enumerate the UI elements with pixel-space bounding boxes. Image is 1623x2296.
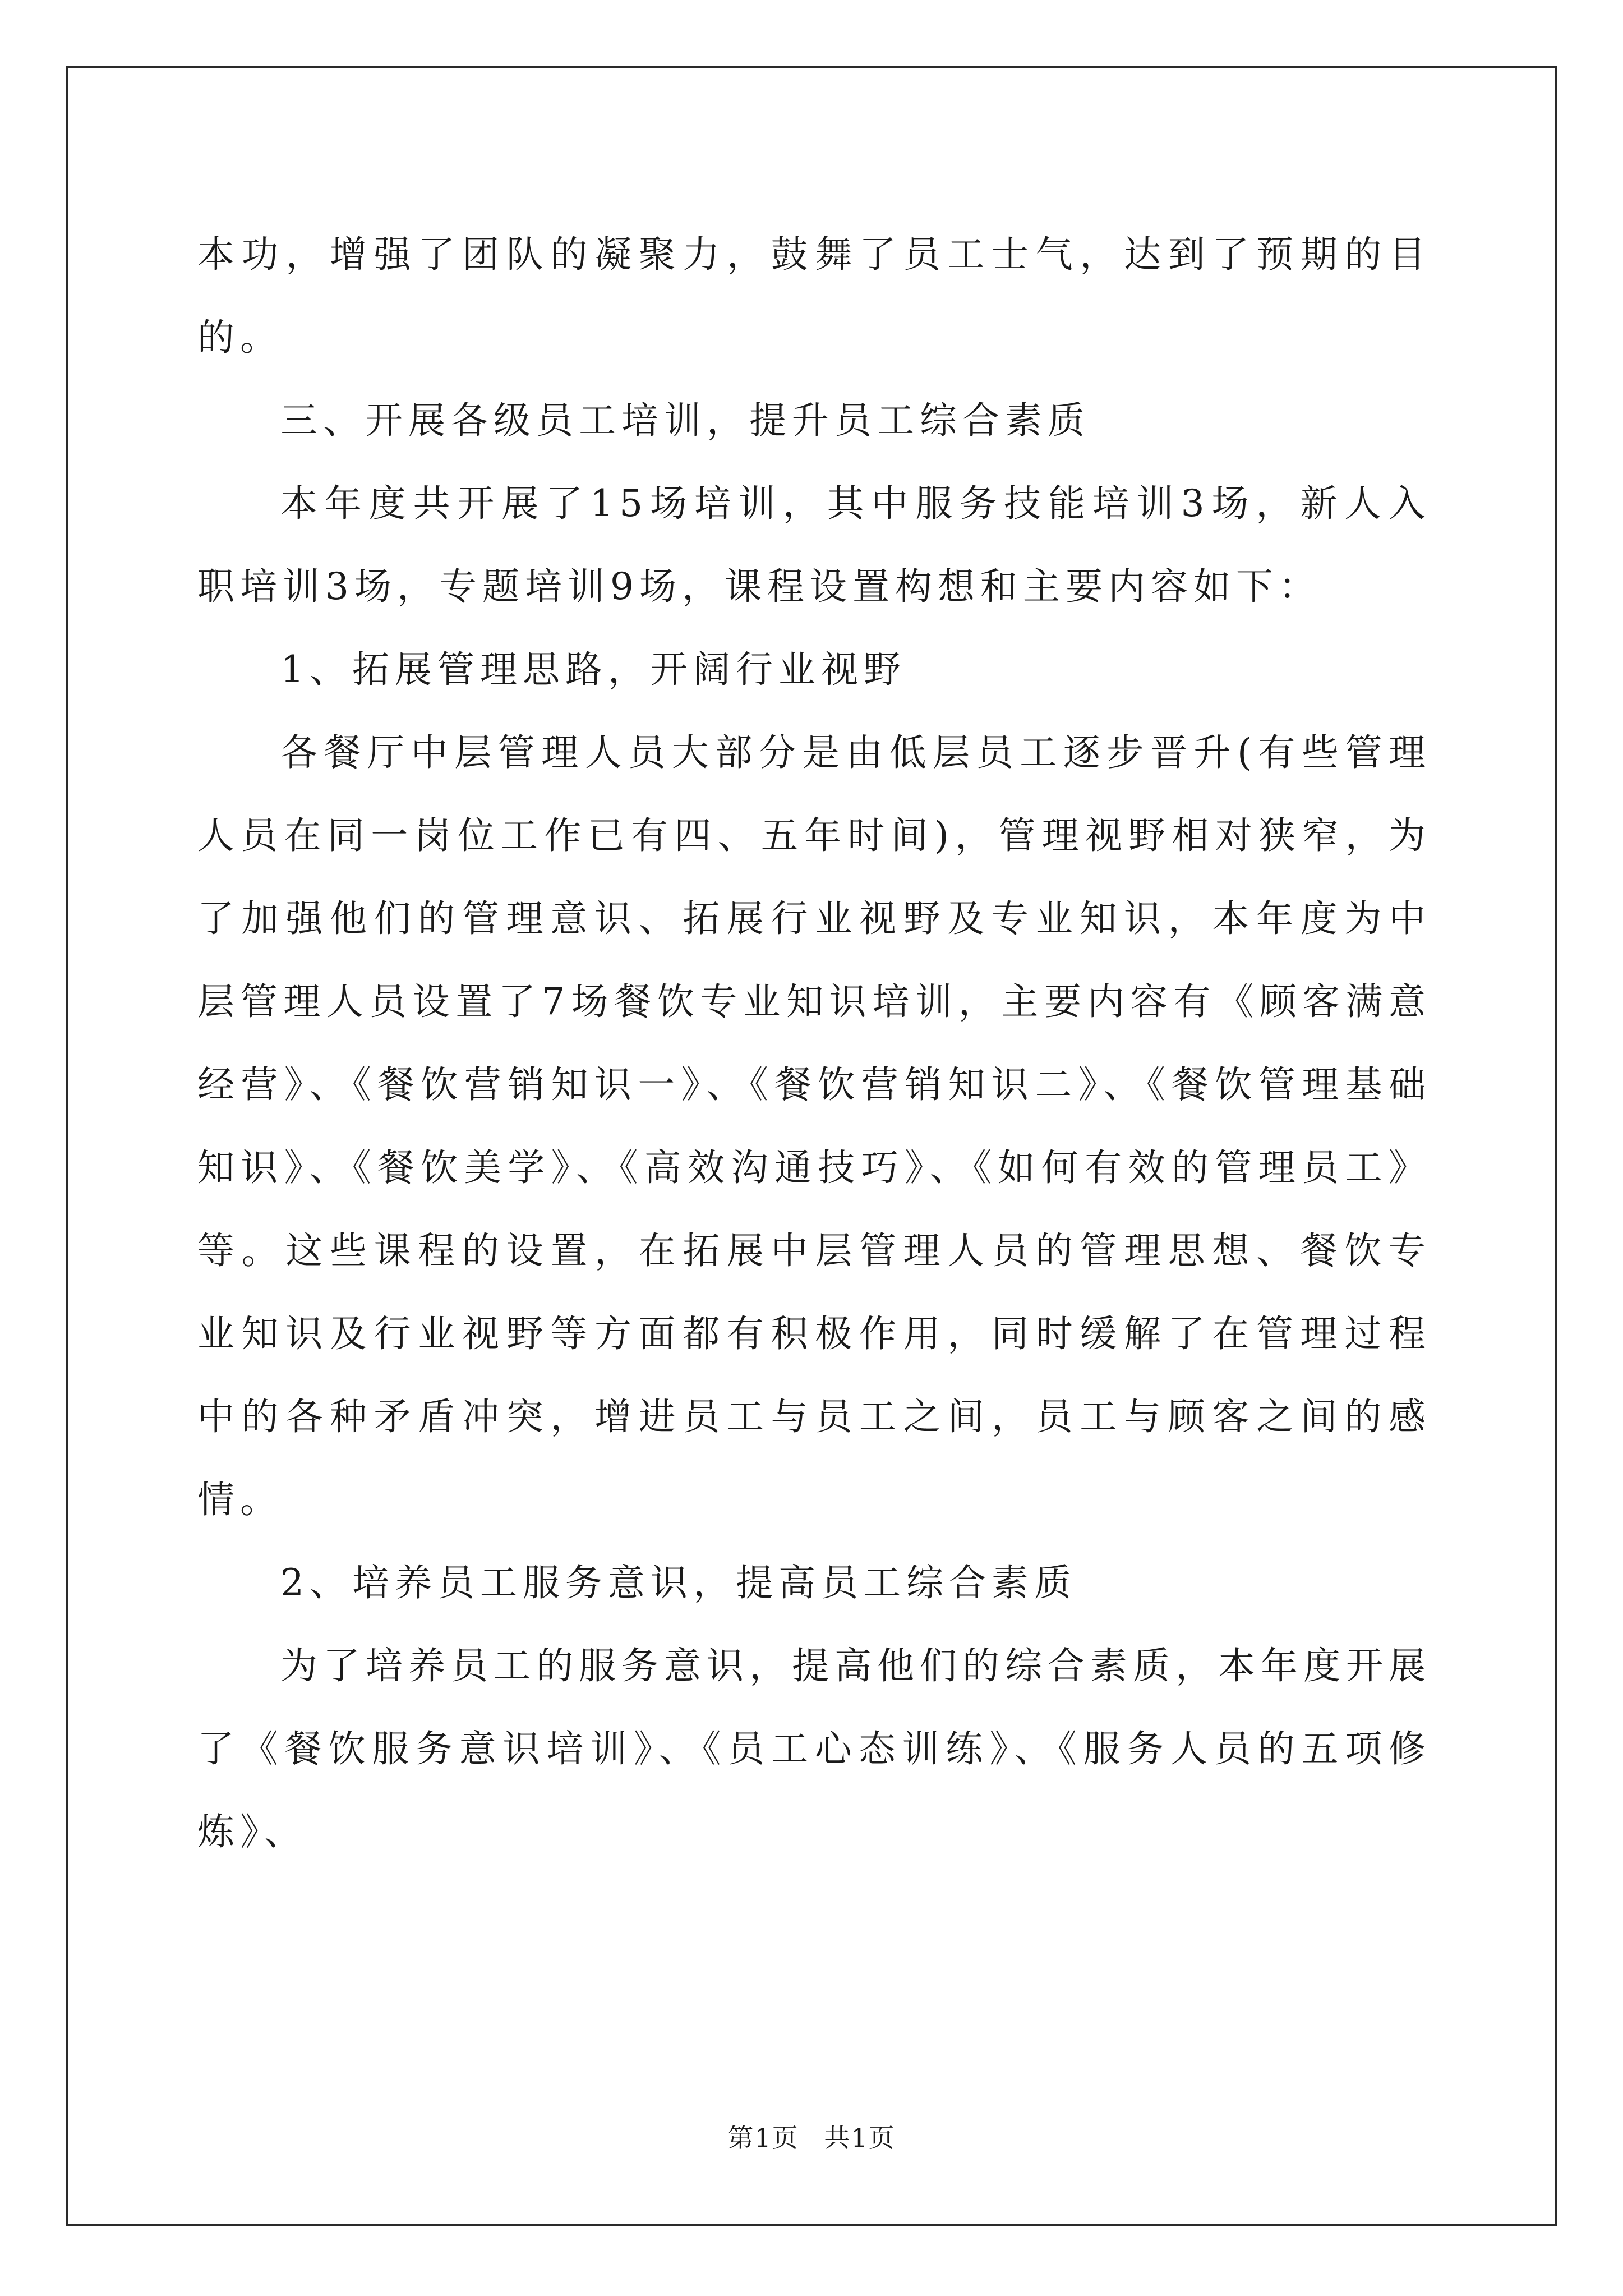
page-footer [0, 2118, 1623, 2155]
subheading-1: 1、拓展管理思路，开阔行业视野 [280, 648, 906, 691]
paragraph-training-summary: 本年度共开展了15场培训，其中服务技能培训3场，新人入职培训3场，专题培训9场，课程设置构想和主要内容如下： [197, 482, 1431, 608]
paragraph-management-training: 各餐厅中层管理人员大部分是由低层员工逐步晋升(有些管理人员在同一岗位工作已有四、五年时间)，管理视野相对狭窄，为了加强他们的管理意识、拓展行业视野及专业知识，本年度为中层管理人员设置了7场餐饮专业知识培训，主要内容有《顾客满意经营》、《餐饮营销知识一》、《餐饮营销知识二》、《餐饮管理基础知识》、《餐饮美学》、《高效沟通技巧》、《如何有效的管理员工》等。这些课程的设置，在拓展中层管理人员的管理思想、餐饮专业知识及行业视野等方面都有积极作用，同时缓解了在管理过程中的各种矛盾冲突，增进员工与员工之间，员工与顾客之间的感情。 [197, 731, 1431, 1521]
section-heading-three: 三、开展各级员工培训，提升员工综合素质 [280, 399, 1090, 442]
subheading-2: 2、培养员工服务意识，提高员工综合素质 [280, 1561, 1077, 1604]
document-body [197, 213, 1431, 1874]
paragraph-service-awareness: 为了培养员工的服务意识，提高他们的综合素质，本年度开展了《餐饮服务意识培训》、《员工心态训练》、《服务人员的五项修炼》、 [197, 1644, 1431, 1853]
paragraph-1: 本功，增强了团队的凝聚力，鼓舞了员工士气，达到了预期的目的。 [197, 233, 1431, 359]
page-number: 第1页 [727, 2123, 799, 2153]
page-total: 共1页 [824, 2123, 896, 2153]
